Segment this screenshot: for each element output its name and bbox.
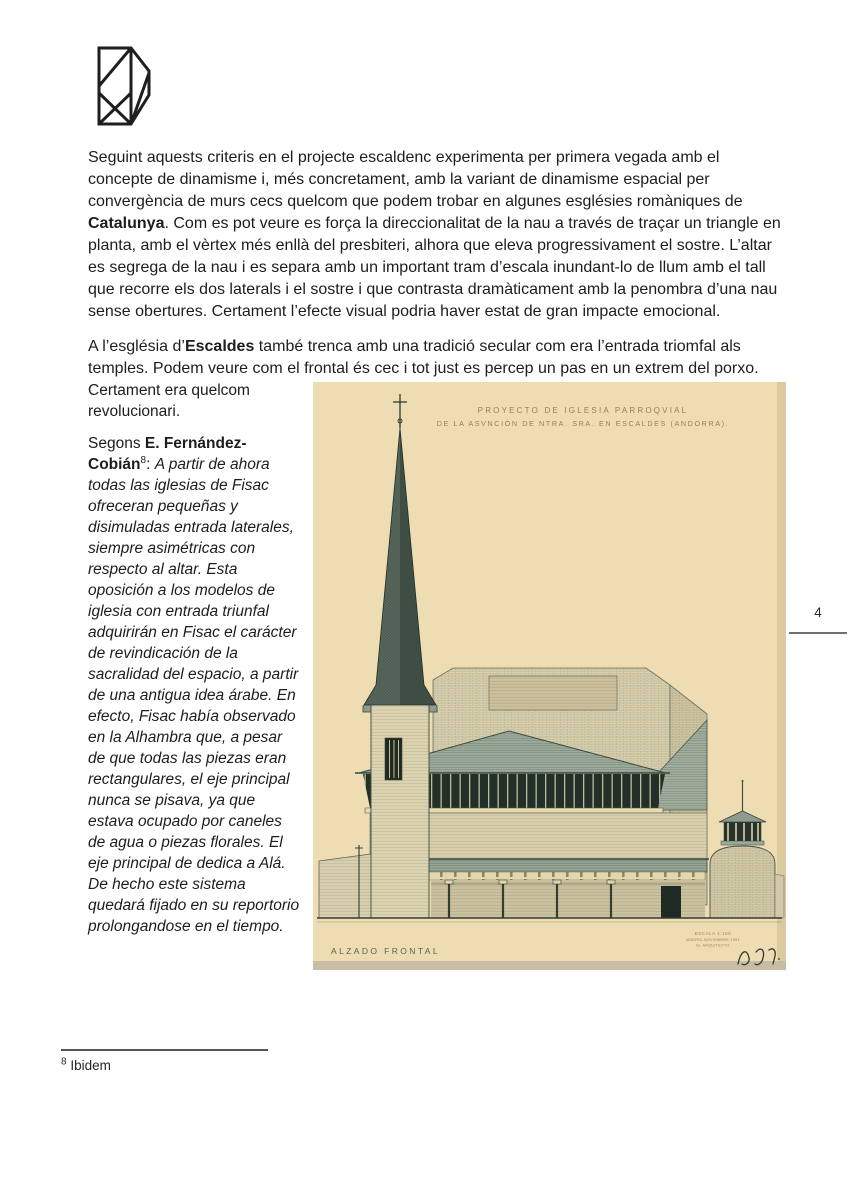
paragraph-1 — [88, 147, 788, 323]
porch-roof — [421, 859, 709, 880]
porch-arcade — [431, 880, 705, 918]
bell-tower — [363, 670, 437, 918]
paragraph-2-text: A l’església d’ — [88, 338, 185, 355]
paragraph-2-bold: Escaldes — [184, 338, 255, 355]
porch-door — [661, 886, 681, 918]
paragraph-1-text-cont: . Com es pot veure es força la direccionalitat de la nau a través de traçar un triangle en planta, amb el vèrtex més enllà del presbiteri, alhora que eleva progressivament el sostre. L’altar es segrega de la nau i es separa amb un important tram d’escala inundant-lo de llum amb el tall que recorre els dos laterals i el sostre i que contrasta dramàticament amb la penombra d’una nau sense obertures. Certament l’efecte visual podria haver estat de gran impacte emocional. — [88, 215, 781, 320]
footnote — [61, 1049, 268, 1073]
figure-caption: ALZADO FRONTAL — [331, 946, 441, 956]
paragraph-3: Certament era quelcom revolucionari. — [88, 382, 250, 420]
paragraph-4 — [88, 433, 302, 937]
scale-line2: MADRID-NOVIEMBRE-1951 — [686, 938, 740, 942]
church-elevation-figure — [313, 382, 786, 970]
figure-title-line1: PROYECTO DE IGLESIA PARROQVIAL — [477, 406, 689, 415]
scale-line1: ESCALA 1:100 — [694, 931, 732, 936]
right-wall — [775, 874, 784, 918]
paragraph-1-text: Seguint aquests criteris en el projecte escaldenc experimenta per primera vegada amb el concepte de dinamisme i, més concretament, amb la variant de dinamisme espacial per convergència de murs cecs quelcom que podem trobar en algunes esglésies romàniques de — [88, 149, 743, 210]
scale-line3: EL ARQUITECTO — [696, 943, 730, 948]
page-number: 4 — [789, 605, 847, 634]
paragraph-2-text-cont: també trenca amb una tradició secular com era l’entrada triomfal als temples. Podem veure com el frontal és cec i tot just es percep un pas en un extrem del porxo. — [88, 338, 759, 377]
paragraph-4-lead: Segons — [88, 435, 145, 452]
paragraph-4-author: E. Fernández-Cobián — [88, 435, 247, 473]
church-elevation-drawing — [313, 382, 786, 970]
logo-icon — [88, 44, 152, 128]
figure-title-line2: DE LA ASVNCIÓN DE NTRA. SRA. EN ESCALDES (ANDORRA). — [436, 419, 730, 428]
footnote-number: 8 — [61, 1056, 67, 1068]
paragraph-2 — [88, 336, 788, 380]
paragraph-1-bold: Catalunya — [88, 215, 165, 232]
paragraph-4-quote: A partir de ahora todas las iglesias de Fisac ofreceran pequeñas y disimuladas entrada laterales, siempre asimétricas con respecto al altar. Esta oposición a los modelos de iglesia con entrada triunfal adquirirán en Fisac el carácter de revindicación de la sacralidad del espacio, a partir de una antigua idea árabe. En efecto, Fisac había observado en la Alhambra que, a pesar de que todas las piezas eran rectangulares, el eje principal nunca se pisava, ya que estava ocupado por caneles de agua o piezas florales. El eje principal de dedica a Alá. De hecho este sistema quedará fijado en su reportorio prolongandose en el tiempo. — [88, 456, 300, 935]
paragraph-4-separator: : — [146, 456, 155, 473]
footnote-text: Ibidem — [70, 1058, 111, 1073]
body-text — [88, 147, 788, 393]
footnote-reference-8: 8 — [140, 454, 147, 466]
left-column — [88, 380, 302, 948]
